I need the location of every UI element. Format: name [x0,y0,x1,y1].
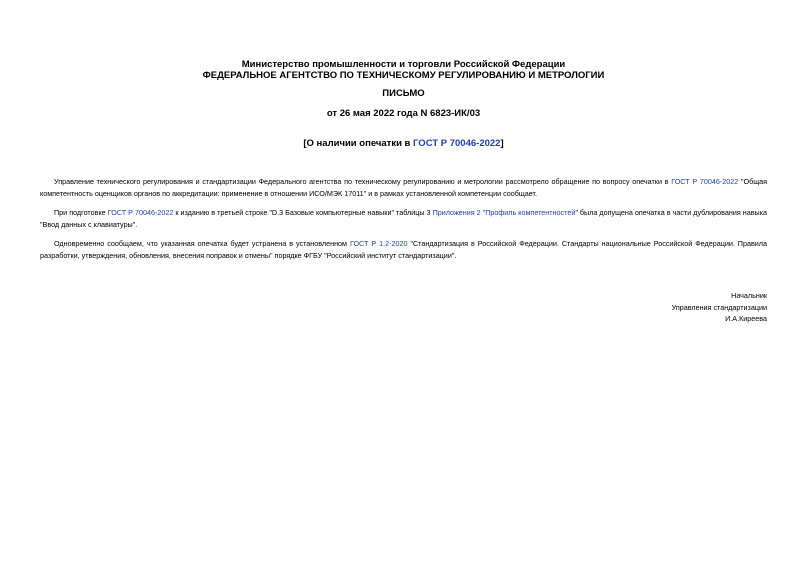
subject-gost-link[interactable]: ГОСТ Р 70046-2022 [413,138,501,149]
signature-position: Начальник [731,291,767,300]
p1-text-before: Управление технического регулирования и стандартизации Федерального агентства по техническому регулированию и метрологии рассмотрело обращение по вопросу опечатки в [54,177,672,186]
p1-gost-link[interactable]: ГОСТ Р 70046-2022 [671,177,739,186]
signature-name: И.А.Киреева [725,314,767,323]
signature-department: Управления стандартизации [671,302,767,312]
p2-text-before: При подготовке [54,208,108,217]
paragraph-2 [40,207,767,231]
p3-text-after: "Стандартизация в Российской Федерации. Стандарты национальные Российской Федерации. Правила разработки, утверждения, обновления, внесения поправок и отмены" порядке ФГБУ "Российский институт стандартизации". [40,239,767,260]
subject-suffix: ] [500,138,504,149]
subject-prefix: [О наличии опечатки в [303,138,414,149]
document-type: ПИСЬМО [382,88,425,99]
paragraph-1 [40,176,767,200]
p3-gost-link[interactable]: ГОСТ Р 1.2-2020 [349,239,408,248]
document-date-number: от 26 мая 2022 года N 6823-ИК/03 [326,108,481,119]
paragraph-3 [40,238,767,262]
agency-name: ФЕДЕРАЛЬНОЕ АГЕНТСТВО ПО ТЕХНИЧЕСКОМУ РЕГУЛИРОВАНИЮ И МЕТРОЛОГИИ [202,70,605,81]
p3-text-before: Одновременно сообщаем, что указанная опечатка будет устранена в установленном [54,239,350,248]
ministry-name: Министерство промышленности и торговли Российской Федерации [241,59,566,70]
p1-text-after: "Общая компетентность оценщиков органов по аккредитации: применение в отношении ИСО/МЭК 17011" и в рамках установленной компетенции сообщает. [40,177,767,198]
signature-block [672,290,767,325]
p2-appendix-link[interactable]: Приложения 2 "Профиль компетентностей [432,208,576,217]
p2-gost-link[interactable]: ГОСТ Р 70046-2022 [107,208,174,217]
p2-text-after: " была допущена опечатка в части дублирования навыка "Ввод данных с клавиатуры". [40,208,768,229]
p2-text-middle: к изданию в третьей строке "D.3 Базовые компьютерные навыки" таблицы 3 [173,208,433,217]
document-subject [40,138,767,149]
